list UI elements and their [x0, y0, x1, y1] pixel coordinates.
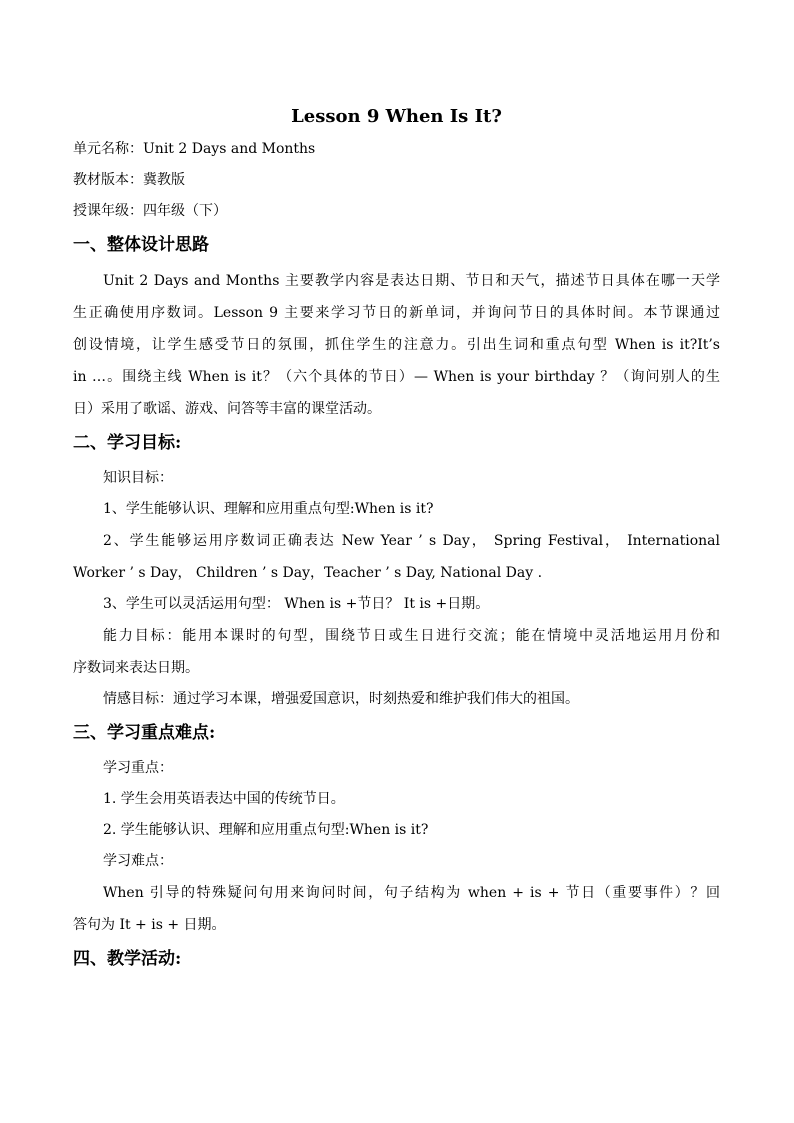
section-heading-design: 一、整体设计思路	[73, 235, 209, 255]
textbook-edition: 教材版本：冀教版	[73, 172, 185, 188]
paragraph-line: in …。围绕主线 When is it？（六个具体的节日）— When is your birthday ？（询问别人的生	[73, 369, 720, 385]
section-heading-objectives: 二、学习目标:	[73, 433, 182, 453]
paragraph-line: Worker ’ s Day， Children ’ s Day，Teacher ’ s Day, National Day .	[73, 565, 543, 581]
lesson-title: Lesson 9 When Is It?	[291, 106, 502, 127]
grade-level: 授课年级：四年级（下）	[73, 203, 227, 219]
key-point-item: 2. 学生能够认识、理解和应用重点句型:When is it?	[103, 822, 429, 838]
paragraph-line: Unit 2 Days and Months 主要教学内容是表达日期、节日和天气，描述节日具体在哪一天学	[103, 273, 720, 289]
objective-item-2	[73, 525, 720, 589]
ability-objective	[73, 620, 720, 684]
paragraph-line: When 引导的特殊疑问句用来询问时间，句子结构为 when + is + 节日（重要事件）？回	[103, 885, 720, 901]
key-point-item: 1. 学生会用英语表达中国的传统节日。	[103, 791, 345, 807]
paragraph-line: 生正确使用序数词。Lesson 9 主要来学习节日的新单词，并询问节日的具体时间。本节课通过	[73, 305, 720, 321]
section-heading-key-points: 三、学习重点难点:	[73, 723, 216, 743]
paragraph-line: 答句为 It + is + 日期。	[73, 917, 226, 933]
difficulty-label: 学习难点：	[103, 853, 173, 869]
paragraph-line: 序数词来表达日期。	[73, 660, 199, 676]
key-points-label: 学习重点：	[103, 760, 173, 776]
objective-item: 3、学生可以灵活运用句型： When is +节日？ It is +日期。	[103, 596, 490, 612]
paragraph-line: 日）采用了歌谣、游戏、问答等丰富的课堂活动。	[73, 401, 381, 417]
paragraph-line: 2、学生能够运用序数词正确表达 New Year ’ s Day， Spring Festival， International	[103, 533, 720, 549]
section-heading-activities: 四、教学活动:	[73, 949, 182, 969]
knowledge-objective-label: 知识目标：	[103, 470, 173, 486]
paragraph-line: 创设情境，让学生感受节日的氛围，抓住学生的注意力。引出生词和重点句型 When is it?It’s	[73, 337, 720, 353]
unit-name: 单元名称：Unit 2 Days and Months	[73, 141, 316, 157]
design-paragraph	[73, 265, 720, 425]
paragraph-line: 能力目标：能用本课时的句型，围绕节日或生日进行交流；能在情境中灵活地运用月份和	[103, 628, 720, 644]
objective-item: 1、学生能够认识、理解和应用重点句型:When is it?	[103, 501, 434, 517]
emotion-objective: 情感目标：通过学习本课，增强爱国意识，时刻热爱和维护我们伟大的祖国。	[103, 691, 579, 707]
difficulty-paragraph	[73, 877, 720, 941]
